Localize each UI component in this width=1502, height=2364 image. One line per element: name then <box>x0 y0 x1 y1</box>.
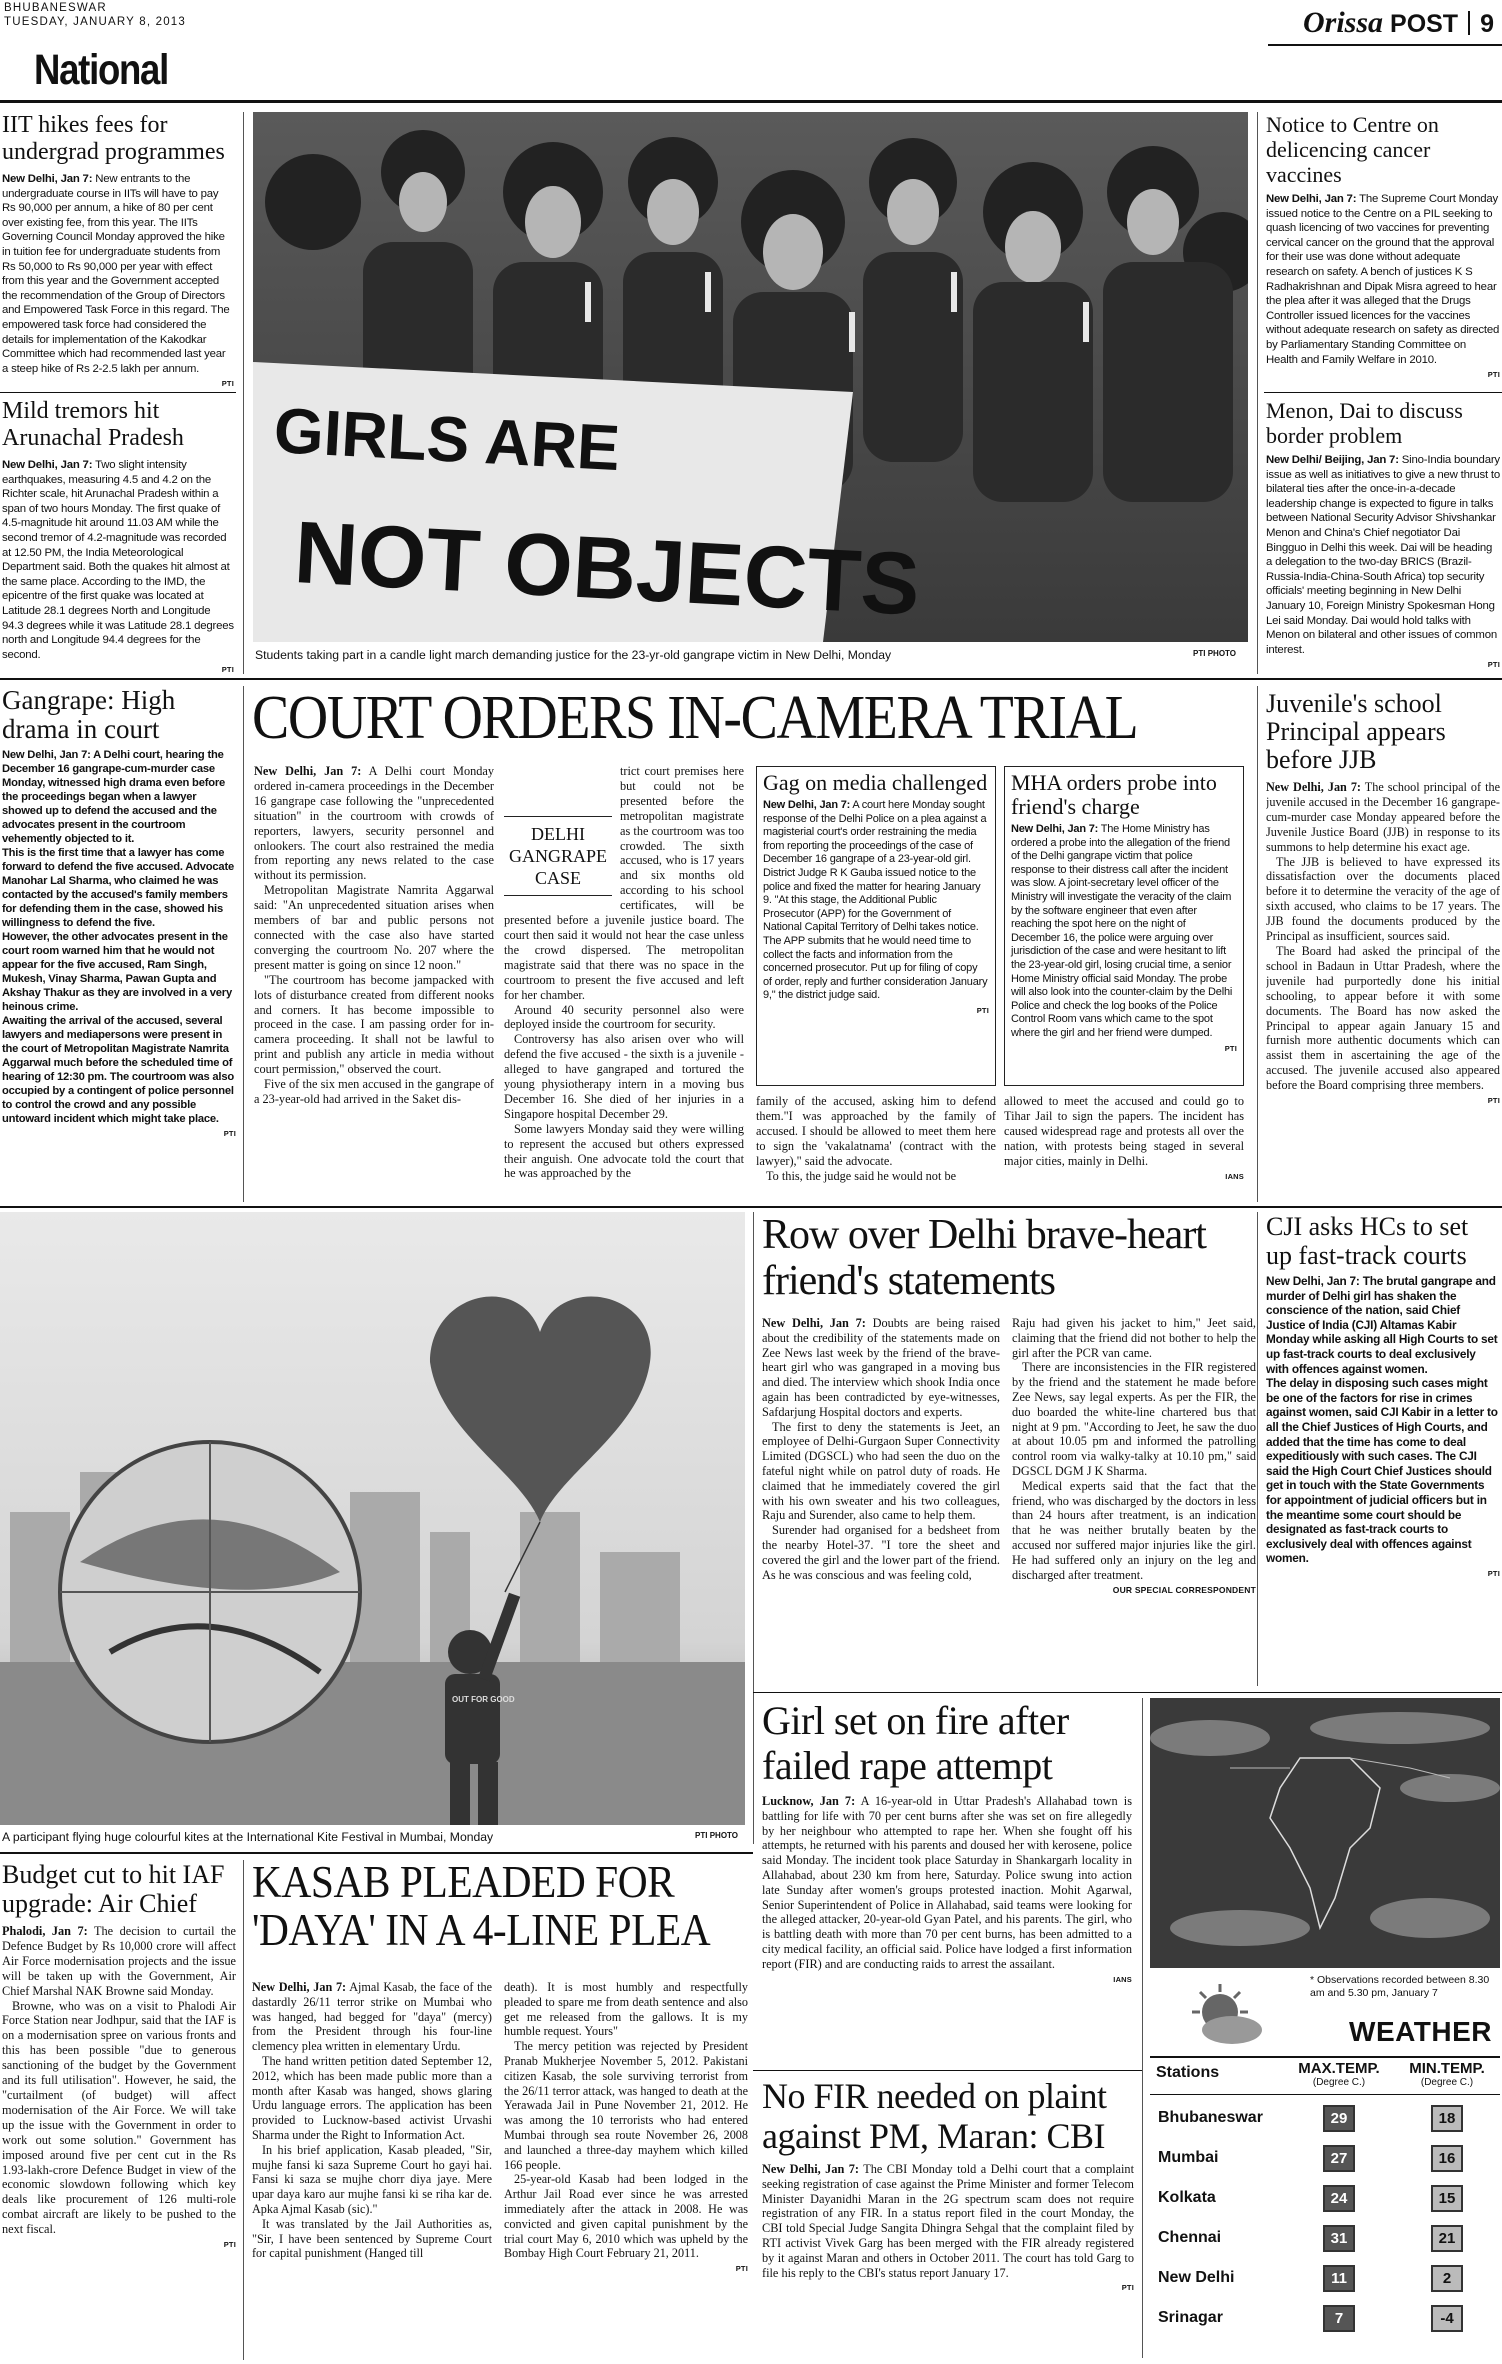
max-temp: 29 <box>1323 2105 1355 2132</box>
max-temp: 27 <box>1323 2145 1355 2172</box>
tremors-dateline: New Delhi, Jan 7: <box>2 459 93 471</box>
kasab-headline-1: KASAB PLEADED FOR <box>252 1858 675 1907</box>
court-col1-para-4: Five of the six men accused in the gangrape of a 23-year-old had arrived in the Saket dis- <box>254 1077 494 1106</box>
cji-article <box>1266 1212 1500 1690</box>
weather-note: * Observations recorded between 8.30 am and 5.30 pm, January 7 <box>1310 1974 1490 1999</box>
weather-title: WEATHER <box>1349 2016 1492 2047</box>
cji-credit: PTI <box>1487 1568 1500 1578</box>
brand-orissa: Orissa <box>1302 6 1384 39</box>
satellite-map-image <box>1150 1698 1500 1968</box>
menon-article <box>1266 398 1500 676</box>
weather-row <box>1150 2298 1500 2338</box>
iit-headline: IIT hikes fees for undergrad programmes <box>2 112 225 165</box>
gangrape-para-4: Awaiting the arrival of the accused, several lawyers and mediapersons were present in the court of Metropolitan Magistrate Namrita Aggarwal much before the scheduled time of hearing of 12:30 pm. The courtroom was also occupied by a contingent of police personnel to control the crowd and any possible untoward incident which might take place. <box>2 1015 234 1125</box>
fir-article <box>762 2076 1134 2364</box>
juvenile-para-1: The school principal of the juvenile accused in the December 16 gangrape-cum-murder case Monday appeared before the Juvenile Justice Board (JJB) in response to its summons to help determine his exact age. <box>1266 780 1500 854</box>
cji-para-2: The delay in disposing such cases might be one of the factors for rise in crimes against women, said CJI Kabir in a letter to all the Chief Justices of High Courts, and added that the time has come to deal expeditiously with such cases. The CJI said the High Court Chief Justices should get in touch with the State Governments for appointment of judicial officers but in the meantime some court should be designated as fast-track courts to exclusively deal with offences against women. <box>1266 1376 1498 1566</box>
menon-credit: PTI <box>1487 660 1500 670</box>
page-number: 9 <box>1480 10 1494 38</box>
court-credit: IANS <box>1225 1171 1244 1181</box>
cji-para-1: The brutal gangrape and murder of Delhi girl has shaken the conscience of the nation, said Chief Justice of India (CJI) Altamas Kabir Monday while asking all High Courts to set up fast-track courts to deal exclusively with offences against women. <box>1266 1274 1498 1376</box>
protest-photo <box>253 112 1248 642</box>
kasab-col2-para-1: death). It is most humbly and respectfully pleaded to spare me from death sentence and also get me released from the gallows. It is my humble request. Yours" <box>504 1980 748 2039</box>
min-temp: -4 <box>1431 2305 1463 2332</box>
col-min-label: MIN.TEMP. <box>1409 2060 1485 2077</box>
col-max-unit: (Degree C.) <box>1312 2077 1366 2088</box>
min-temp: 18 <box>1431 2105 1463 2132</box>
tremors-headline: Mild tremors hit Arunachal Pradesh <box>2 398 184 451</box>
court-col1-para-3: "The courtroom has become jampacked with lots of disturbance created from different nooks and corners. It has become impossible to proceed in the case. I am passing order for in-camera proceeding. It shall not be lawful to print and publish any article in media without court permission," observed the court. <box>254 972 494 1077</box>
weather-row <box>1150 2218 1500 2258</box>
row-col1-para-2: The first to deny the statements is Jeet, an employee of Delhi-Gurgaon Super Connectivity Limited (DGSCL) who had seen the duo on the fateful night while on patrol duty of roads. He claimed that he immediately covered the girl with his own sweater and his two colleagues, Raju and Surender, also came to help them. <box>762 1419 1000 1523</box>
svg-text:GIRLS ARE: GIRLS ARE <box>272 394 622 485</box>
min-temp: 2 <box>1431 2265 1463 2292</box>
row-article <box>762 1212 1256 1692</box>
budget-article <box>2 1860 236 2362</box>
court-col1-para-2: Metropolitan Magistrate Namrita Aggarwal said: "An unprecedented situation arises when members of bar and public persons not connected with the case also have started converging the courtroom No. 207 where the present matter is going on since 12 noon." <box>254 883 494 972</box>
gangrape-para-1: A Delhi court, hearing the December 16 gangrape-cum-murder case Monday, witnessed high drama even before the proceedings began when a lawyer showed up to defend the accused and the advocates present in the courtroom vehemently objected to it. <box>2 749 226 845</box>
menon-body: Sino-India boundary issue as well as initiatives to give a new thrust to bilateral ties after the once-in-a-decade leadership change is expected to figure in talks between National Security Advisor Shivshankar Menon and China's Chief negotiator Dai Bingguo in Delhi this week. Dai will be heading a delegation to the two-day BRICS (Brazil-Russia-India-China-South Africa) top security officials' meeting beginning in New Delhi January 10, Foreign Ministry Spokesman Hong Lei said Monday. Dai would hold talks with Menon on bilateral and other issues of common interest. <box>1266 454 1500 656</box>
col-min-unit: (Degree C.) <box>1420 2077 1474 2088</box>
masthead <box>0 0 1502 100</box>
kasab-col1-para-2: The hand written petition dated September 12, 2012, which has been made public more than a month after Kasab was hanged, shows glaring Urdu language errors. The application has been provided to Lucknow-based activist Urvashi Sharma under the Right to Information Act. <box>252 2053 492 2142</box>
protest-caption <box>255 646 1248 666</box>
gangrape-article <box>2 686 236 1202</box>
fir-headline: No FIR needed on plaint against PM, Maran: CBI <box>762 2076 1107 2156</box>
kasab-col2-para-2: The mercy petition was rejected by President Pranab Mukherjee November 5, 2012. Pakistani citizen Kasab, the sole surviving terrorist from the 26/11 terror attack, was hanged to death at the Yerawada Jail in Pune November 21, 2012. He was among the 10 terrorists who had entered Mumbai through sea route November 26, 2008 and launched a three-day mayhem which killed 166 people. <box>504 2039 748 2172</box>
row-headline: Row over Delhi brave-heart friend's statements <box>762 1212 1206 1304</box>
row-dateline: New Delhi, Jan 7: <box>762 1316 866 1330</box>
mha-body: The Home Ministry has ordered a probe into the allegation of the friend of the Delhi gangrape victim that police response to their distress call after the incident was slow. A joint-secretary level officer of the Ministry will investigate the veracity of the claim by the software engineer that even after reaching the spot here on the night of December 16, the police were arguing over jurisdiction of the case and were hesitant to lift the 23-year-old girl, losing crucial time, a senior Home Ministry official said Monday. The probe will also look into the counter-claim by the Delhi Police and check the log books of the Police Control Room vans which came to the spot where the girl and her friend were dumped. <box>1011 823 1233 1039</box>
budget-para-1: The decision to curtail the Defence Budget by Rs 10,000 crore will affect Air Force modernisation projects and the issue will be taken up with the Government, Air Chief Marshal NAK Browne said Monday. <box>2 1924 236 1998</box>
kasab-article <box>252 1858 748 2362</box>
brand <box>1303 6 1494 46</box>
weather-header <box>1150 2060 1500 2094</box>
max-temp: 7 <box>1323 2305 1355 2332</box>
protest-photo-image <box>253 112 1248 642</box>
min-temp: 16 <box>1431 2145 1463 2172</box>
mha-box <box>1004 766 1244 1086</box>
fire-headline: Girl set on fire after failed rape attempt <box>762 1698 1069 1788</box>
station-name: Bhubaneswar <box>1158 2109 1263 2126</box>
juvenile-credit: PTI <box>1487 1096 1500 1106</box>
kasab-col1-para-3: In his brief application, Kasab pleaded, "Sir, mujhe fansi ki saza Supreme Court ho gayi hai. Fansi ki saza se mujhe chorr diya jaye. Mere upar daya karo aur mujhe fansi ki se riha kar de. Apka Ajmal Kasab (sic)." <box>252 2142 492 2216</box>
pullquote-line-3: CASE <box>534 868 581 888</box>
pullquote-line-2: GANGRAPE <box>508 846 607 866</box>
weather-row <box>1150 2098 1500 2138</box>
max-temp: 24 <box>1323 2185 1355 2212</box>
court-pullquote <box>504 816 612 896</box>
gangrape-dateline: New Delhi, Jan 7: <box>2 749 91 761</box>
kasab-col2-para-3: 25-year-old Kasab had been lodged in the Arthur Jail Road ever since he was arrested immediately after the attack in 2008. He was convicted and given capital punishment by the trial court May 6, 2010 which was upheld by the Bombay High Court February 21, 2011. <box>504 2172 748 2261</box>
kasab-dateline: New Delhi, Jan 7: <box>252 1980 347 1994</box>
cancer-dateline: New Delhi, Jan 7: <box>1266 193 1357 205</box>
col-max <box>1284 2060 1394 2088</box>
fir-body: The CBI Monday told a Delhi court that a complaint seeking registration of case against the Prime Minister and former Telecom Minister Dayanidhi Maran in the 2G spectrum scam does not require registration of any FIR. In a status report filed in the court Monday, the CBI told Special Judge Sangita Dhingra Sehgal that the complaint filed by RTI activist Vivek Garg has been merged with the FIR already registered by it against Maran and others in October 2011. The court has told Garg to file his reply to the CBI's status report January 17. <box>762 2162 1134 2280</box>
brand-post: POST <box>1390 10 1459 38</box>
juvenile-headline: Juvenile's school Principal appears before JJB <box>1266 690 1446 774</box>
fire-credit: IANS <box>1113 1974 1132 1984</box>
min-temp: 15 <box>1431 2185 1463 2212</box>
court-col4-text: allowed to meet the accused and could go to Tihar Jail to sign the papers. The incident has caused widespread rage and protests all over the nation, with protests being staged in several major cities, mainly in Delhi. <box>1004 1094 1244 1168</box>
mha-headline: MHA orders probe into friend's charge <box>1011 770 1217 819</box>
tremors-credit: PTI <box>221 665 234 674</box>
protest-caption-text: Students taking part in a candle light march demanding justice for the 23-yr-old gangrape victim in New Delhi, Monday <box>255 648 892 662</box>
gangrape-para-3: However, the other advocates present in the court room warned him that he would not appear for the five accused, Ram Singh, Mukesh, Vinay Sharma, Pawan Gupta and Akshay Thakur as they are involved in a very heinous crime. <box>2 931 232 1013</box>
kasab-col1-para-1: Ajmal Kasab, the face of the dastardly 26/11 terror strike on Mumbai who was hanged, had begged for "daya" (mercy) from the President through his four-line clemency plea written in elementary Urdu. <box>252 1980 492 2054</box>
kasab-col1-para-4: It was translated by the Jail Authorities as, "Sir, I have been sentenced by Supreme Court for capital punishment (Hanged till <box>252 2216 492 2261</box>
kite-photo <box>0 1212 745 1825</box>
station-name: Chennai <box>1158 2229 1222 2246</box>
budget-credit: PTI <box>223 2240 236 2250</box>
protest-photo-credit: PTI PHOTO <box>1193 649 1236 658</box>
fir-dateline: New Delhi, Jan 7: <box>762 2162 859 2176</box>
gag-body: A court here Monday sought response of the Delhi Police on a plea against a magisterial court's order restraining the media from reporting the proceedings of the case of December 16 gangrape of a 23-year-old girl. District Judge R K Gauba issued notice to the police and fixed the matter for hearing January 9. "At this stage, the Additional Public Prosecutor (APP) for the Government of National Capital Territory of Delhi takes notice. The APP submits that he would need time to collect the facts and information from the concerned prosecutor. Put up for filing of copy of order, reply and further consideration January 9," the district judge said. <box>763 799 988 1002</box>
shirt-text: OUT FOR GOOD <box>452 1695 515 1704</box>
row-col1-para-3: Surender had organised for a bedsheet from the nearby Hotel-37. "I tore the sheet and covered the girl and the lower part of the friend. As he was conscious and was feeling cold, <box>762 1523 1000 1582</box>
col-min <box>1394 2060 1500 2088</box>
kite-photo-image <box>0 1212 745 1825</box>
col-max-label: MAX.TEMP. <box>1298 2060 1380 2077</box>
fir-credit: PTI <box>1121 2283 1134 2293</box>
kite-caption-text: A participant flying huge colourful kites at the International Kite Festival in Mumbai, Monday <box>2 1830 494 1844</box>
row-col2-para-3: Medical experts said that the fact that the friend, who was discharged by the doctors in less than 24 hours after treatment, is an indication that he was neither brutally beaten by the accused nor suffered major injuries like the girl. He had suffered only an injury on the leg and discharged after treatment. <box>1012 1478 1256 1582</box>
row-col1-para-1: Doubts are being raised about the credibility of the statements made on Zee News last week by the friend of the brave-heart girl who was gangraped in a moving bus and died. The interview which shook India once again has been contradicted by eye-witnesses, Safdarjung Hospital doctors and experts. <box>762 1316 1000 1419</box>
cancer-credit: PTI <box>1487 370 1500 380</box>
min-temp: 21 <box>1431 2225 1463 2252</box>
court-headline: COURT ORDERS IN-CAMERA TRIAL <box>252 684 1138 752</box>
max-temp: 31 <box>1323 2225 1355 2252</box>
row-col2-para-1: Raju had given his jacket to him," Jeet said, claiming that the friend did not bother to help the girl after the PCR van came. <box>1012 1316 1256 1360</box>
masthead-city: BHUBANESWAR <box>4 2 107 14</box>
weather-row <box>1150 2138 1500 2178</box>
tremors-article <box>2 398 234 674</box>
gag-credit: PTI <box>976 1005 989 1015</box>
gag-headline: Gag on media challenged <box>763 770 988 795</box>
tremors-body: Two slight intensity earthquakes, measuring 4.5 and 4.2 on the Richter scale, hit Arunachal Pradesh within a span of two hours Monday. The first quake of 4.5-magnitude hit around 11.03 AM while the second tremor of 4.2-magnitude was recorded at 12.50 PM, the India Meteorological Department said. Both the quakes hit almost at the same place. According to the IMD, the epicentre of the first quake was located at Latitude 28.1 degrees North and Longitude 94.3 degrees while it was Latitude 28.1 degrees north and Longitude 94.4 degrees for the second. <box>2 459 234 661</box>
cancer-headline: Notice to Centre on delicencing cancer vaccines <box>1266 112 1439 187</box>
masthead-date: TUESDAY, JANUARY 8, 2013 <box>4 16 186 28</box>
court-article <box>252 684 1250 1204</box>
court-dateline: New Delhi, Jan 7: <box>254 764 362 778</box>
iit-dateline: New Delhi, Jan 7: <box>2 173 93 185</box>
weather-panel <box>1150 1972 1500 2364</box>
gangrape-credit: PTI <box>223 1129 236 1138</box>
weather-row <box>1150 2258 1500 2298</box>
juvenile-article <box>1266 690 1500 1202</box>
weather-table <box>1150 2098 1500 2338</box>
weather-row <box>1150 2178 1500 2218</box>
court-col2-para-4: Some lawyers Monday said they were willing to represent the accused but others expressed their anguish. One advocate told the court that he was approached by the <box>504 1121 744 1181</box>
iit-article <box>2 112 234 390</box>
gangrape-headline: Gangrape: High drama in court <box>2 686 176 744</box>
gag-dateline: New Delhi, Jan 7: <box>763 799 851 811</box>
pullquote-line-1: DELHI <box>531 824 585 844</box>
station-name: Mumbai <box>1158 2149 1219 2166</box>
station-name: Kolkata <box>1158 2189 1216 2206</box>
fire-dateline: Lucknow, Jan 7: <box>762 1794 856 1808</box>
mha-credit: PTI <box>1224 1043 1237 1053</box>
budget-headline: Budget cut to hit IAF upgrade: Air Chief <box>2 1860 225 1918</box>
juvenile-para-3: The Board had asked the principal of the school in Badaun in Uttar Pradesh, where the juvenile had purportedly done his initial schooling, to appear before it with some documents. The Board has now asked the Principal to appear again January 15 and furnish more authentic documents which can assist them in ascertaining the age of the accused. The juvenile accused also appeared before the Board comprising three members. <box>1266 943 1500 1093</box>
court-col3-para-1: family of the accused, asking him to defend them."I was approached by the family of accused. I should be allowed to meet them here to sign the 'vakalatnama' (contract with the lawyer)," said the advocate. <box>756 1094 996 1168</box>
max-temp: 11 <box>1323 2265 1355 2292</box>
cji-headline: CJI asks HCs to set up fast-track courts <box>1266 1212 1469 1270</box>
juvenile-para-2: The JJB is believed to have expressed its dissatisfaction over the documents placed before it to determine the veracity of the age of sixth accused, who claims to be 17 years. The JJB found the documents produced by the Principal as insufficient, sources said. <box>1266 854 1500 944</box>
cancer-body: The Supreme Court Monday issued notice to the Centre on a PIL seeking to quash licencing of two vaccines for preventing cervical cancer on the ground that the approval for their use was done without adequate research on safety. A bench of justices K S Radhakrishnan and Dipak Misra agreed to hear the plea after it was alleged that the Drugs Controller issued licences for the vaccines without adequate research on safety as directed by Parliamentary Standing Committee on Health and Family Welfare in 2010. <box>1266 193 1500 366</box>
kite-photo-credit: PTI PHOTO <box>695 1831 738 1840</box>
sun-cloud-icon <box>1180 1980 1270 2050</box>
cji-dateline: New Delhi, Jan 7: <box>1266 1274 1360 1288</box>
kasab-credit: PTI <box>735 2264 748 2274</box>
fire-body: A 16-year-old in Uttar Pradesh's Allahabad town is battling for life with 70 per cent burns after she was set on fire allegedly by her neighbour who attempted to rape her. When she fought off his attempts, he returned with his parents and doused her with kerosene, police said Monday. The incident took place Saturday in Shankargarh locality in Allahabad, about 230 km from here, Saturday. Police swung into action late Sunday after women's groups protested inaction. Mohit Agarwal, Senior Superintendent of Police in Allahabad, said teams were looking for the alleged attacker, 20-year-old Gyan Patel, and his parents. The girl, who is battling death with more than 70 per cent burns, has been admitted to a city medical facility, an official said. Police have lodged a first information report (FIR) and are conducting raids to arrest the assailant. <box>762 1794 1132 1971</box>
cancer-article <box>1266 112 1500 394</box>
budget-para-2: Browne, who was on a visit to Phalodi Air Force Station near Jodhpur, said that the IAF is on a modernisation spree on various fronts and this has been possible "due to generous sanctioning of the budget by the Government and its full utilisation". However, he said, the "curtailment (of budget) will affect modernisation of the Air Force. We will take up the issue with the Government in order to work out some solution." Government has imposed around five per cent cut in the Rs 1.93-lakh-crore Defence Budget in view of the economic slowdown following which key deals like procurement of 126 multi-role combat aircraft are likely to be pushed to the next fiscal. <box>2 1998 236 2237</box>
gag-box <box>756 766 996 1086</box>
iit-body: New entrants to the undergraduate course in IITs will have to pay Rs 90,000 per annum, a hike of 80 per cent over existing fee, from this year. The IITs Governing Council Monday approved the hike in tuition fee for undergraduate students from Rs 50,000 to Rs 90,000 per year with effect from this year and the Government accepted the recommendation of the Group of Directors and Empowered Task Force in this regard. The empowered task force had considered the details for implementation of the Kakodkar Committee which had recommended last year a steep hike of Rs 2-2.5 lakh per annum. <box>2 173 230 375</box>
menon-headline: Menon, Dai to discuss border problem <box>1266 398 1463 448</box>
row-col2-para-2: There are inconsistencies in the FIR registered by the friend and the statement he made before Zee News, say legal experts. As per the FIR, the duo boarded the white-line chartered bus that night at 9 pm. "According to Jeet, he saw the duo at about 10.05 pm and informed the patrolling control room via walky-talky at 10.10 pm," said DGSCL DGM J K Sharma. <box>1012 1360 1256 1478</box>
menon-dateline: New Delhi/ Beijing, Jan 7: <box>1266 454 1399 466</box>
iit-credit: PTI <box>221 379 234 389</box>
court-col1-para-1: A Delhi court Monday ordered in-camera proceedings in the December 16 gangrape case following the "unprecedented situation" in the courtroom with crowds of reporters, lawyers, security personnel and onlookers. The court also restrained the media from reporting any news related to the case without its permission. <box>254 764 494 883</box>
col-stations: Stations <box>1156 2064 1220 2081</box>
weather-map <box>1150 1698 1500 1968</box>
budget-dateline: Phalodi, Jan 7: <box>2 1924 88 1938</box>
section-title: National <box>34 46 168 94</box>
station-name: New Delhi <box>1158 2269 1235 2286</box>
svg-text:NOT OBJECTS: NOT OBJECTS <box>292 502 923 634</box>
row-credit: OUR SPECIAL CORRESPONDENT <box>1112 1585 1256 1596</box>
station-name: Srinagar <box>1158 2309 1223 2326</box>
fire-article <box>762 1698 1132 2068</box>
kasab-headline-2: 'DAYA' IN A 4-LINE PLEA <box>252 1905 711 1955</box>
gangrape-para-2: This is the first time that a lawyer has come forward to defend the five accused. Advocate Manohar Lal Sharma, who claimed he was contacted by the accused's family members for defending them in the case, showed his willingness to defend the five. <box>2 847 234 929</box>
court-col3-para-2: To this, the judge said he would not be <box>766 1168 957 1183</box>
court-col2-para-2: Around 40 security personnel also were deployed inside the courtroom for security. <box>504 1002 744 1032</box>
juvenile-dateline: New Delhi, Jan 7: <box>1266 780 1361 794</box>
kite-caption <box>2 1828 744 1848</box>
court-col2-text: trict court premises here but could not be presented before the metropolitan magistrate as the courtroom was too crowded. The sixth accused, who is 17 years and six months old according to his school certificates, will be presented before a juvenile justice board. The court then said it would not hear the case unless the crowd dispersed. The metropolitan magistrate said that there was no space in the courtroom to present the five accused and left for her chamber. <box>504 764 744 1002</box>
mha-dateline: New Delhi, Jan 7: <box>1011 823 1099 835</box>
court-col2-para-3: Controversy has also arisen over who will defend the five accused - the sixth is a juvenile - alleged to have gangraped and tortured the young physiotherapy intern in a moving bus December 16. She died of her injuries in a Singapore hospital December 29. <box>504 1032 744 1121</box>
